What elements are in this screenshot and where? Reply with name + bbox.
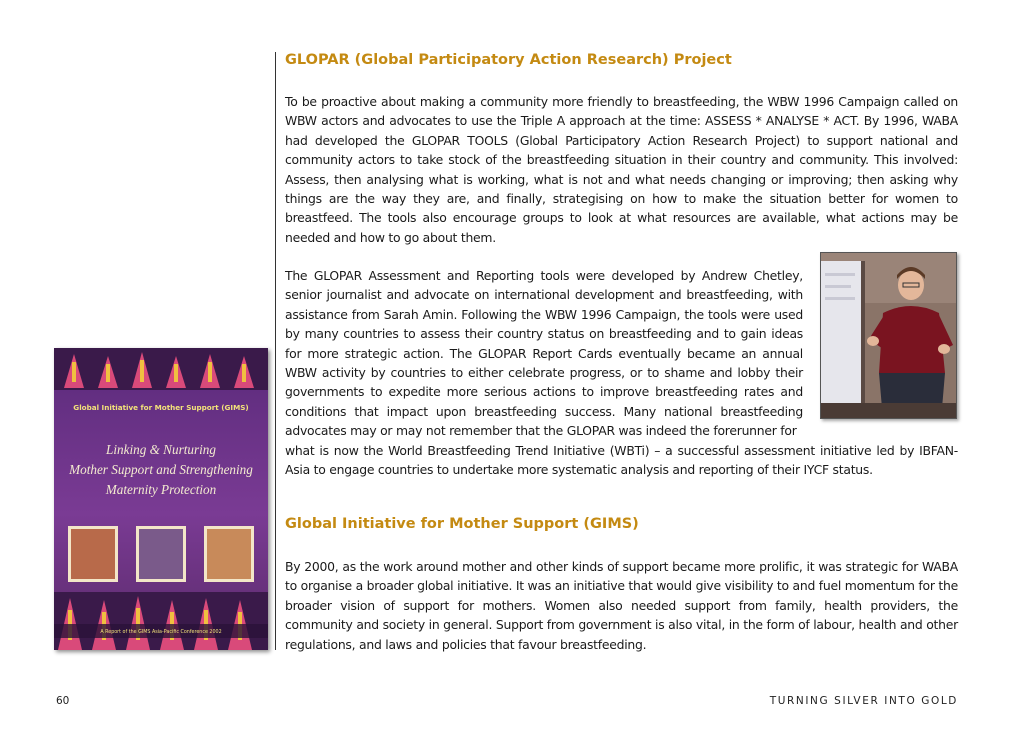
cover-subtitle: A Report of the GIMS Asia-Pacific Conference 2002 <box>100 630 222 635</box>
paragraph-gims: By 2000, as the work around mother and other kinds of support became more prolific, it was strategic for WABA to organise a broader global initiative. It was an initiative that would give visibility to and fuel momentum for the broader vision of support for mothers. Women also needed support from family, health providers, the community and society in general. Support from government is also vital, in the form of labour, health and other regulations, and laws and policies that favour breastfeeding. <box>285 559 958 652</box>
section-heading-gims: Global Initiative for Mother Support (GIMS) <box>285 516 639 532</box>
paragraph-glopar-intro: To be proactive about making a community more friendly to breastfeeding, the WBW 1996 Campaign called on WBW actors and advocates to use the Triple A approach at the time: ASSESS * ANALYSE * ACT. By 1996, WABA had developed the GLOPAR TOOLS (Global Participatory Action Research Project) to support national and community actors to take stock of the breastfeeding situation in their country and community. This involved: Assess, then analysing what is working, what is not and what needs changing or improving; then asking why things are the way they are, and finally, strategising on how to make the situation better for women to breastfeed. The tools also encourage groups to look at what resources are available, what actions may be needed and how to go about them. <box>285 94 958 245</box>
cover-title-line-3: Maternity Protection <box>105 482 217 497</box>
cover-title-line-1: Linking & Nurturing <box>106 442 216 457</box>
running-title: TURNING SILVER INTO GOLD <box>769 695 958 707</box>
section-heading-glopar: GLOPAR (Global Participatory Action Research) Project <box>285 52 732 68</box>
paragraph-glopar-wbti: what is now the World Breastfeeding Trend Initiative (WBTi) – a successful assessment initiative led by IBFAN-Asia to engage countries to undertake more systematic analysis and reporting of their IYCF status. <box>285 443 958 478</box>
page-number: 60 <box>56 695 70 707</box>
cover-title <box>58 440 264 500</box>
cover-organization: Global Initiative for Mother Support (GIMS) <box>73 403 249 412</box>
presenter-photo <box>820 252 957 419</box>
cover-title-line-2: Mother Support and Strengthening <box>69 462 253 477</box>
column-divider <box>275 52 276 650</box>
report-cover-image <box>54 348 268 650</box>
paragraph-glopar-tools: The GLOPAR Assessment and Reporting tools were developed by Andrew Chetley, senior journalist and advocate on international development and breastfeeding, with assistance from Sarah Amin. Following the WBW 1996 Campaign, the tools were used by many countries to assess their country status on breastfeeding and to gain ideas for more strategic action. The GLOPAR Report Cards eventually became an annual WBW activity by countries to either celebrate progress, or to shame and lobby their governments to expedite more serious actions to improve breastfeeding rates and conditions that impact upon breastfeeding success. Many national breastfeeding advocates may or may not remember that the GLOPAR was indeed the forerunner for <box>285 268 803 439</box>
